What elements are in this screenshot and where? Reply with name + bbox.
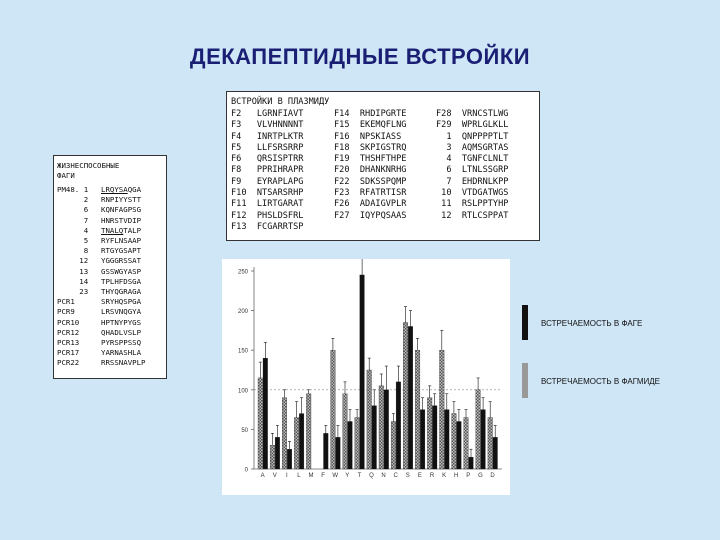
insert-sequence: DHANKNRHG [359, 165, 407, 176]
phage-bar [493, 437, 498, 469]
phagemid-bar [476, 390, 481, 469]
phage-header-2: ФАГИ [57, 171, 75, 180]
phagemid-bar [440, 350, 445, 469]
phage-row [57, 225, 142, 236]
legend-phagemid-swatch [522, 363, 528, 398]
plasmid-insert-row [231, 143, 303, 154]
phage-sequence: YARNASHLA [101, 348, 142, 358]
insert-sequence: LLFSRSRRP [256, 142, 304, 153]
phage-row [57, 287, 142, 297]
insert-id: F26 [334, 199, 360, 210]
x-tick-label: H [454, 473, 459, 479]
x-tick-label: Q [369, 473, 374, 479]
legend-phage-swatch [522, 305, 528, 340]
frequency-chart [222, 259, 510, 495]
phage-sequence: YGGGRSSAT [101, 256, 142, 266]
phage-group: 13 [57, 266, 89, 276]
phage-group: 7 [57, 215, 89, 225]
phage-sequence: RRSSNAVPLP [101, 358, 146, 368]
insert-sequence: VTDGATWGS [461, 188, 509, 199]
phagemid-bar [452, 414, 457, 469]
insert-id: F18 [334, 142, 360, 153]
phage-bar [336, 437, 341, 469]
x-tick-label: R [429, 473, 435, 479]
phage-group: 14 [57, 276, 89, 286]
phage-sequence: KQNFAGPSG [101, 205, 142, 215]
insert-sequence: RSLPPTYHP [461, 199, 509, 210]
phagemid-bar [367, 370, 372, 469]
phagemid-bar [306, 394, 311, 469]
phage-bar [457, 421, 462, 469]
insert-id: 1 [436, 131, 462, 142]
insert-id: F10 [231, 188, 257, 199]
phage-bar [360, 275, 365, 469]
insert-sequence: VRNCSTLWG [461, 109, 509, 119]
insert-id: F27 [334, 210, 360, 221]
plasmid-insert-row [334, 177, 406, 188]
x-tick-label: T [357, 473, 362, 479]
phagemid-bar [379, 386, 384, 469]
x-tick-label: A [260, 473, 265, 479]
x-tick-label: N [381, 473, 386, 479]
phage-bar [263, 358, 268, 469]
phage-group: PCR10 [57, 317, 80, 327]
insert-id: 7 [436, 176, 462, 187]
x-tick-label: C [393, 473, 398, 479]
phage-bar [432, 406, 437, 469]
insert-sequence: LTNLSSGRP [461, 165, 509, 176]
insert-sequence: THSHFTHPE [359, 154, 407, 165]
plasmid-insert-row [334, 199, 406, 210]
insert-id: F8 [231, 165, 257, 176]
insert-sequence: RHDIPGRTE [359, 109, 407, 119]
x-tick-label: M [308, 473, 314, 479]
phage-sequence: THYQGRAGA [101, 287, 142, 296]
x-tick-label: V [272, 473, 277, 479]
bar-chart-svg [222, 259, 510, 495]
plasmid-insert-row [334, 120, 406, 131]
phage-row [57, 215, 142, 226]
insert-id: F13 [231, 221, 257, 232]
y-tick-label: 100 [237, 388, 248, 395]
legend-phagemid-label: ВСТРЕЧАЕМОСТЬ В ФАГМИДЕ [541, 377, 661, 386]
legend-phage-label: ВСТРЕЧАЕМОСТЬ В ФАГЕ [541, 319, 643, 328]
x-tick-label: S [405, 473, 410, 479]
plasmid-insert-row [334, 188, 406, 199]
phagemid-bar [488, 418, 493, 469]
phage-group: 6 [57, 205, 89, 215]
plasmid-insert-row [231, 188, 303, 199]
insert-sequence: ADAIGVPLR [359, 199, 407, 210]
phagemid-bar [427, 398, 432, 469]
phage-sequence: LRSVNQGYA [101, 307, 142, 317]
plasmid-insert-row [436, 165, 508, 176]
phage-row [57, 195, 142, 205]
phage-row [57, 266, 142, 277]
insert-sequence: SDKSSPQMP [359, 176, 407, 187]
phage-group: PM48. 1 [57, 185, 89, 194]
phage-sequence: PYRSPPSSQ [101, 338, 142, 347]
phage-group: 2 [57, 195, 89, 205]
insert-sequence: PHSLDSFRL [256, 210, 304, 221]
phage-row [57, 327, 142, 338]
insert-id: F9 [231, 176, 257, 187]
insert-sequence: RTLCSPPAT [461, 210, 509, 221]
phage-bar [287, 449, 292, 469]
plasmid-insert-row [231, 211, 303, 222]
phagemid-bar [282, 398, 287, 469]
phage-bar [384, 390, 389, 469]
insert-id: 10 [436, 188, 462, 199]
x-tick-label: Y [345, 473, 350, 479]
plasmid-insert-row [231, 222, 303, 233]
insert-id: F19 [334, 154, 360, 165]
phage-group: 4 [57, 225, 89, 235]
phage-row [57, 358, 146, 368]
phage-row [57, 236, 142, 246]
plasmid-insert-row [334, 109, 406, 120]
page-title: ДЕКАПЕПТИДНЫЕ ВСТРОЙКИ [189, 44, 531, 69]
phage-row [57, 297, 142, 307]
y-tick-label: 150 [237, 348, 248, 355]
phage-bar [420, 410, 425, 469]
insert-sequence: VLVHNNNNT [256, 120, 304, 131]
insert-id: F5 [231, 142, 257, 153]
phage-row [57, 307, 142, 317]
phage-bar [372, 406, 377, 469]
insert-sequence: AQMSGRTAS [461, 142, 509, 153]
plasmid-insert-row [334, 132, 406, 143]
phage-group: PCR12 [57, 327, 80, 337]
insert-id: 11 [436, 199, 462, 210]
plasmid-insert-row [436, 109, 508, 120]
plasmid-column-2 [334, 109, 406, 222]
phage-group: 8 [57, 246, 89, 256]
phagemid-bar [294, 418, 299, 469]
phage-sequence: TNALQTALP [101, 225, 142, 235]
phage-sequence: RTGYGSAPT [101, 246, 142, 256]
phage-group: PCR22 [57, 358, 80, 368]
insert-id: F4 [231, 131, 257, 142]
phage-bar [408, 326, 413, 469]
insert-id: 3 [436, 142, 462, 153]
insert-sequence: QRSISPTRR [256, 154, 304, 165]
phage-group: PCR1 [57, 297, 75, 307]
insert-id: F2 [231, 109, 257, 119]
phage-group: PCR9 [57, 307, 75, 317]
phagemid-bar [270, 445, 275, 469]
phage-row [57, 317, 142, 328]
insert-sequence: EKEMQFLNG [359, 120, 407, 131]
y-tick-label: 50 [241, 427, 248, 434]
phage-bar [299, 414, 304, 469]
plasmid-header: ВСТРОЙКИ В ПЛАЗМИДУ [231, 97, 330, 107]
phage-bar [275, 437, 280, 469]
phage-group: 23 [57, 287, 89, 296]
phagemid-bar [464, 418, 469, 469]
x-tick-label: P [466, 473, 471, 479]
insert-id: F11 [231, 199, 257, 210]
insert-id: 6 [436, 165, 462, 176]
phage-row [57, 256, 142, 266]
plasmid-insert-row [334, 165, 406, 176]
y-tick-label: 200 [237, 309, 248, 316]
x-tick-label: E [417, 473, 422, 479]
phage-sequence: QHADLVSLP [101, 327, 142, 337]
plasmid-insert-row [436, 120, 508, 131]
x-tick-label: I [285, 473, 288, 479]
insert-sequence: WPRLGLKLL [461, 120, 509, 131]
insert-sequence: PPRIHRAPR [256, 165, 304, 176]
phagemid-bar [415, 350, 420, 469]
plasmid-insert-row [436, 154, 508, 165]
phage-bar [396, 382, 401, 469]
insert-id: F3 [231, 120, 257, 131]
plasmid-insert-row [231, 109, 303, 120]
phage-sequence: RYFLNSAAP [101, 236, 142, 245]
plasmid-insert-row [231, 199, 303, 210]
plasmid-insert-row [334, 211, 406, 222]
insert-sequence: SKPIGSTRQ [359, 142, 407, 153]
plasmid-column-1 [231, 109, 303, 233]
insert-id: F23 [334, 188, 360, 199]
phage-bar [469, 457, 474, 469]
phagemid-bar [343, 394, 348, 469]
phage-row [57, 348, 142, 358]
plasmid-insert-row [334, 154, 406, 165]
plasmid-insert-row [231, 132, 303, 143]
insert-sequence: LGRNFIAVT [256, 109, 304, 119]
insert-id: F6 [231, 154, 257, 165]
phagemid-bar [391, 421, 396, 469]
x-tick-label: L [297, 473, 301, 479]
plasmid-insert-row [436, 177, 508, 188]
phage-sequence: LRQYSAQGA [101, 185, 142, 194]
insert-id: F16 [334, 131, 360, 142]
plasmid-column-3 [436, 109, 508, 222]
phage-bar [324, 433, 329, 469]
phage-sequence: HNRSTVDIP [101, 215, 142, 225]
phage-header-1: ЖИЗНЕСПОСОБНЫЕ [57, 161, 120, 170]
plasmid-insert-row [436, 188, 508, 199]
insert-sequence: LIRTGARAT [256, 199, 304, 210]
viable-phages-panel [53, 155, 167, 379]
insert-sequence: RFATRTISR [359, 188, 407, 199]
phage-row [57, 338, 142, 348]
insert-sequence: QNPPPPTLT [461, 131, 509, 142]
phage-row [57, 246, 142, 256]
insert-sequence: INRTPLKTR [256, 131, 304, 142]
plasmid-insert-row [334, 143, 406, 154]
plasmid-insert-row [231, 120, 303, 131]
insert-id: F22 [334, 176, 360, 187]
phage-row [57, 276, 142, 287]
insert-sequence: NTSARSRHP [256, 188, 304, 199]
insert-id: F29 [436, 120, 462, 131]
plasmid-inserts-panel [226, 91, 540, 241]
insert-id: F14 [334, 109, 360, 119]
y-tick-label: 0 [244, 467, 248, 474]
plasmid-insert-row [436, 143, 508, 154]
insert-sequence: EYRAPLAPG [256, 176, 304, 187]
x-tick-label: K [442, 473, 447, 479]
phage-sequence: TPLHFDSGA [101, 276, 142, 286]
x-tick-label: G [478, 473, 483, 479]
plasmid-insert-row [231, 154, 303, 165]
phage-bar [445, 410, 450, 469]
insert-id: F28 [436, 109, 462, 119]
x-tick-label: F [321, 473, 325, 479]
phage-sequence: RNPIYYSTT [101, 195, 142, 205]
y-tick-label: 250 [237, 269, 248, 276]
phage-group: PCR13 [57, 338, 80, 347]
insert-id: F12 [231, 210, 257, 221]
phagemid-bar [355, 418, 360, 469]
phagemid-bar [258, 378, 263, 469]
phage-row [57, 185, 142, 195]
insert-sequence: TGNFCLNLT [461, 154, 509, 165]
phage-sequence: HPTNYPYGS [101, 317, 142, 327]
insert-id: F20 [334, 165, 360, 176]
insert-id: F15 [334, 120, 360, 131]
phage-sequence: SRYHQSPGA [101, 297, 142, 307]
plasmid-insert-row [436, 132, 508, 143]
phage-bar [348, 421, 353, 469]
phage-group: 12 [57, 256, 89, 266]
insert-id: 12 [436, 210, 462, 221]
plasmid-insert-row [436, 211, 508, 222]
insert-id: 4 [436, 154, 462, 165]
phage-bar [481, 410, 486, 469]
phagemid-bar [331, 350, 336, 469]
x-tick-label: D [490, 473, 495, 479]
insert-sequence: NPSKIASS [359, 131, 402, 142]
phagemid-bar [403, 322, 408, 469]
plasmid-insert-row [436, 199, 508, 210]
plasmid-insert-row [231, 165, 303, 176]
phage-sequence: GSSWGYASP [101, 266, 142, 276]
phage-row [57, 205, 142, 215]
phage-group: PCR17 [57, 348, 80, 358]
x-tick-label: W [332, 473, 339, 479]
insert-sequence: IQYPQSAAS [359, 210, 407, 221]
phage-group: 5 [57, 236, 89, 245]
plasmid-insert-row [231, 177, 303, 188]
insert-sequence: FCGARRTSP [256, 221, 304, 232]
insert-sequence: EHDRNLKPP [461, 176, 509, 187]
